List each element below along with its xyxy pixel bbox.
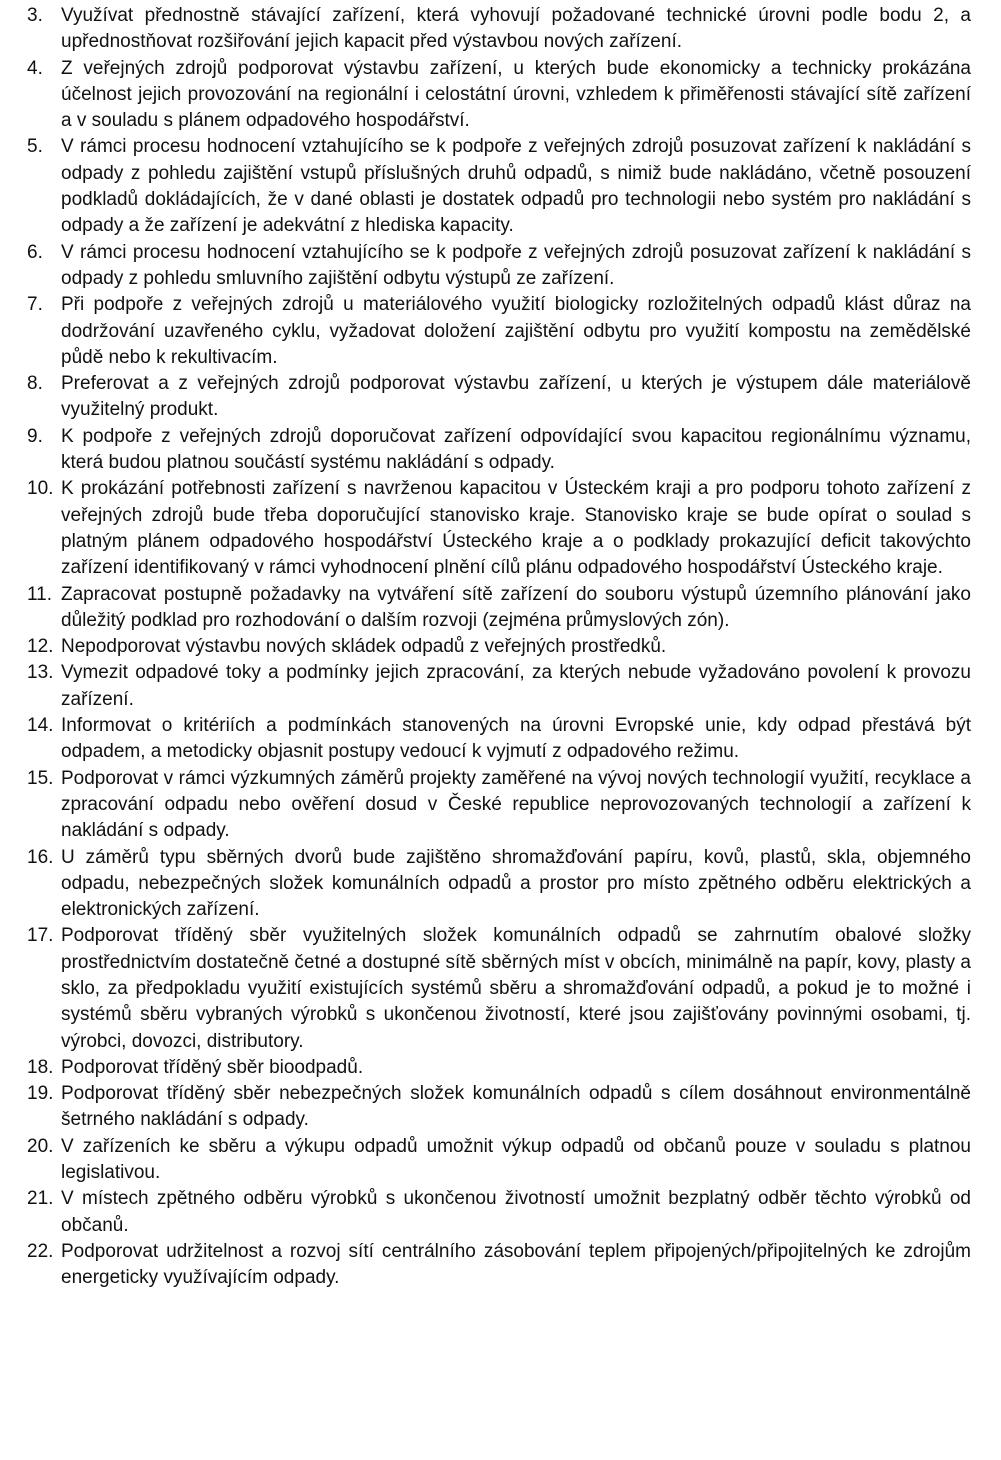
item-text: Podporovat udržitelnost a rozvoj sítí centrálního zásobování teplem připojených/připojitelných ke zdrojům energeticky využívajícím odpady. [61, 1240, 971, 1289]
list-item [27, 713, 971, 766]
item-text: Podporovat tříděný sběr využitelných složek komunálních odpadů se zahrnutím obalové složky prostřednictvím dostatečně četné a dostupné sítě sběrných míst v obcích, minimálně na papír, kovy, plasty a sklo, za předpokladu využití existujících systémů sběru a shromažďování odpadů, a pokud je to možné i systémů sběru vybraných výrobků s ukončenou životností, které jsou zajišťovány povinnými osobami, tj. výrobci, dovozci, distributory. [61, 925, 971, 1052]
item-text: V místech zpětného odběru výrobků s ukončenou životností umožnit bezplatný odběr těchto výrobků od občanů. [61, 1188, 971, 1236]
item-text: Vymezit odpadové toky a podmínky jejich zpracování, za kterých nebude vyžadováno povolení k provozu zařízení. [61, 662, 971, 710]
item-text: Nepodporovat výstavbu nových skládek odpadů z veřejných prostředků. [61, 636, 667, 658]
item-text: V zařízeních ke sběru a výkupu odpadů umožnit výkup odpadů od občanů pouze v souladu s platnou legislativou. [61, 1135, 971, 1184]
list-item [27, 1055, 971, 1081]
item-number: 11. [27, 583, 53, 605]
list-item [27, 56, 971, 135]
item-number: 5. [27, 136, 43, 158]
item-text: V rámci procesu hodnocení vztahujícího se k podpoře z veřejných zdrojů posuzovat zařízení k nakládání s odpady z pohledu smluvního zajištění odbytu výstupů ze zařízení. [61, 241, 971, 289]
item-number: 22. [27, 1240, 54, 1262]
item-number: 19. [27, 1083, 54, 1105]
item-number: 13. [27, 662, 54, 684]
item-number: 8. [27, 373, 43, 395]
item-text: V rámci procesu hodnocení vztahujícího se k podpoře z veřejných zdrojů posuzovat zařízení k nakládání s odpady z pohledu zajištění vstupů příslušných druhů odpadů, s nimiž bude nakládáno, včetně posouzení podkladů dokládajících, že v dané oblasti je dostatek odpadů pro technologii nebo systém pro nakládání s odpady a že zařízení je adekvátní z hlediska kapacity. [61, 136, 971, 237]
item-number: 16. [27, 846, 54, 868]
list-item [27, 1134, 971, 1187]
item-text: Z veřejných zdrojů podporovat výstavbu zařízení, u kterých bude ekonomicky a technicky prokázána účelnost jejich provozování na regionální i celostátní úrovni, vzhledem k přiměřenosti stávající sítě zařízení a v souladu s plánem odpadového hospodářství. [61, 57, 971, 132]
item-text: Zapracovat postupně požadavky na vytváření sítě zařízení do souboru výstupů územního plánování jako důležitý podklad pro rozhodování o dalším rozvoji (zejména průmyslových zón). [61, 583, 971, 631]
list-item [27, 582, 971, 635]
item-number: 3. [27, 5, 43, 26]
item-text: Využívat přednostně stávající zařízení, která vyhovují požadované technické úrovni podle bodu 2, a upřednostňovat rozšiřování jejich kapacit před výstavbou nových zařízení. [61, 5, 971, 53]
list-item [27, 476, 971, 581]
item-text: Informovat o kritériích a podmínkách stanovených na úrovni Evropské unie, kdy odpad přestává být odpadem, a metodicky objasnit postupy vedoucí k vyjmutí z odpadového režimu. [61, 715, 971, 763]
item-number: 14. [27, 715, 54, 737]
list-item [27, 424, 971, 477]
numbered-list [27, 3, 971, 1292]
item-text: U záměrů typu sběrných dvorů bude zajištěno shromažďování papíru, kovů, plastů, skla, objemného odpadu, nebezpečných složek komunálních odpadů a prostor pro místo zpětného odběru elektrických a elektronických zařízení. [61, 846, 971, 921]
list-item [27, 240, 971, 293]
item-number: 10. [27, 478, 54, 500]
item-text: K podpoře z veřejných zdrojů doporučovat zařízení odpovídající svou kapacitou regionálnímu významu, která budou platnou součástí systému nakládání s odpady. [61, 425, 971, 474]
item-text: Při podpoře z veřejných zdrojů u materiálového využití biologicky rozložitelných odpadů klást důraz na dodržování uzavřeného cyklu, vyžadovat doložení zajištění odbytu pro využití kompostu na zemědělské půdě nebo k rekultivacím. [61, 294, 971, 368]
item-text: Podporovat v rámci výzkumných záměrů projekty zaměřené na vývoj nových technologií využití, recyklace a zpracování odpadu nebo ověření dosud v České republice neprovozovaných technologií a zařízení k nakládání s odpady. [61, 767, 971, 842]
list-item [27, 134, 971, 239]
item-number: 7. [27, 294, 43, 316]
list-item [27, 292, 971, 371]
list-item [27, 634, 971, 660]
item-text: Podporovat tříděný sběr nebezpečných složek komunálních odpadů s cílem dosáhnout environmentálně šetrného nakládání s odpady. [61, 1083, 971, 1131]
list-item [27, 1186, 971, 1239]
list-item [27, 766, 971, 845]
list-item [27, 371, 971, 424]
list-item [27, 3, 971, 56]
item-number: 18. [27, 1056, 54, 1078]
list-item [27, 1081, 971, 1134]
item-number: 20. [27, 1135, 54, 1157]
item-number: 17. [27, 925, 54, 947]
item-text: Podporovat tříděný sběr bioodpadů. [61, 1056, 364, 1078]
item-number: 9. [27, 425, 43, 447]
item-number: 21. [27, 1188, 54, 1210]
list-item [27, 660, 971, 713]
item-number: 6. [27, 241, 43, 263]
item-number: 15. [27, 767, 54, 789]
item-text: K prokázání potřebnosti zařízení s navrženou kapacitou v Ústeckém kraji a pro podporu tohoto zařízení z veřejných zdrojů bude třeba doporučující stanovisko kraje. Stanovisko kraje se bude opírat o soulad s platným plánem odpadového hospodářství Ústeckého kraje a o podklady prokazující deficit takovýchto zařízení identifikovaný v rámci vyhodnocení plnění cílů plánu odpadového hospodářství Ústeckého kraje. [61, 478, 971, 579]
list-item [27, 845, 971, 924]
list-item [27, 1239, 971, 1292]
item-number: 12. [27, 636, 54, 658]
item-text: Preferovat a z veřejných zdrojů podporovat výstavbu zařízení, u kterých je výstupem dále materiálově využitelný produkt. [61, 373, 971, 421]
list-item [27, 923, 971, 1054]
item-number: 4. [27, 57, 43, 79]
